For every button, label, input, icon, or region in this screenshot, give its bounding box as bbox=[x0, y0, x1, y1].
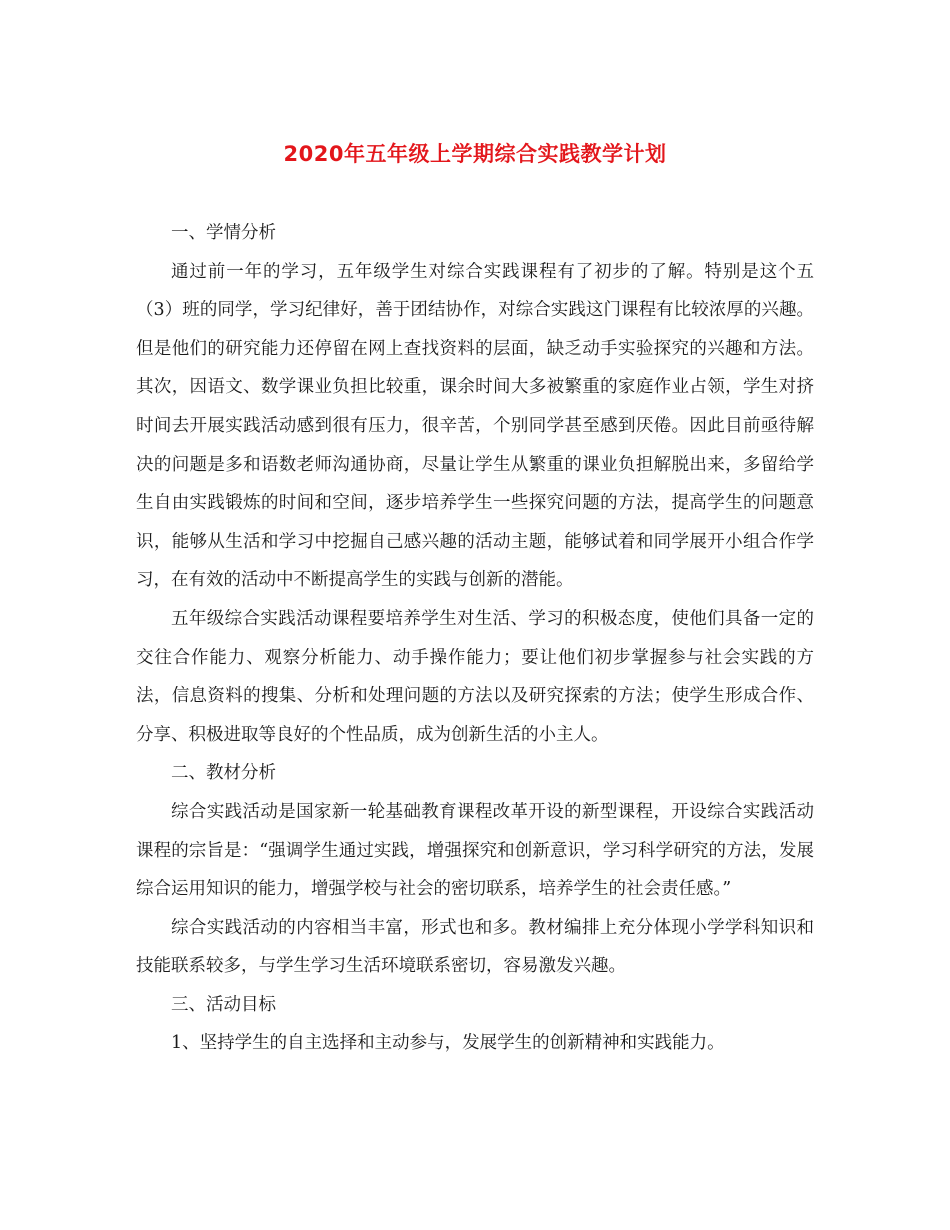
paragraph-3: 综合实践活动是国家新一轮基础教育课程改革开设的新型课程，开设综合实践活动课程的宗旨是：“强调学生通过实践，增强探究和创新意识，学习科学研究的方法，发展综合运用知识的能力，增强学校与社会的密切联系，培养学生的社会责任感。” bbox=[136, 801, 814, 900]
document-body bbox=[136, 214, 814, 1063]
section-heading-3: 三、活动目标 bbox=[171, 994, 276, 1015]
paragraph-4: 综合实践活动的内容相当丰富，形式也和多。教材编排上充分体现小学学科知识和技能联系较多，与学生学习生活环境联系密切，容易激发兴趣。 bbox=[136, 917, 814, 977]
paragraph-2: 五年级综合实践活动课程要培养学生对生活、学习的积极态度，使他们具备一定的交往合作能力、观察分析能力、动手操作能力；要让他们初步掌握参与社会实践的方法，信息资料的搜集、分析和处理问题的方法以及研究探索的方法；使学生形成合作、分享、积极进取等良好的个性品质，成为创新生活的小主人。 bbox=[136, 608, 814, 745]
paragraph-1: 通过前一年的学习，五年级学生对综合实践课程有了初步的了解。特别是这个五（3）班的同学，学习纪律好，善于团结协作，对综合实践这门课程有比较浓厚的兴趣。但是他们的研究能力还停留在网上查找资料的层面，缺乏动手实验探究的兴趣和方法。其次，因语文、数学课业负担比较重，课余时间大多被繁重的家庭作业占领，学生对挤时间去开展实践活动感到很有压力，很辛苦，个别同学甚至感到厌倦。因此目前亟待解决的问题是多和语数老师沟通协商，尽量让学生从繁重的课业负担解脱出来，多留给学生自由实践锻炼的时间和空间，逐步培养学生一些探究问题的方法，提高学生的问题意识，能够从生活和学习中挖掘自己感兴趣的活动主题，能够试着和同学展开小组合作学习，在有效的活动中不断提高学生的实践与创新的潜能。 bbox=[136, 261, 814, 591]
document-title: 2020年五年级上学期综合实践教学计划 bbox=[283, 142, 667, 166]
section-heading-1: 一、学情分析 bbox=[171, 223, 276, 243]
section-heading-2: 二、教材分析 bbox=[171, 763, 276, 784]
paragraph-5: 1、坚持学生的自主选择和主动参与，发展学生的创新精神和实践能力。 bbox=[171, 1033, 725, 1054]
